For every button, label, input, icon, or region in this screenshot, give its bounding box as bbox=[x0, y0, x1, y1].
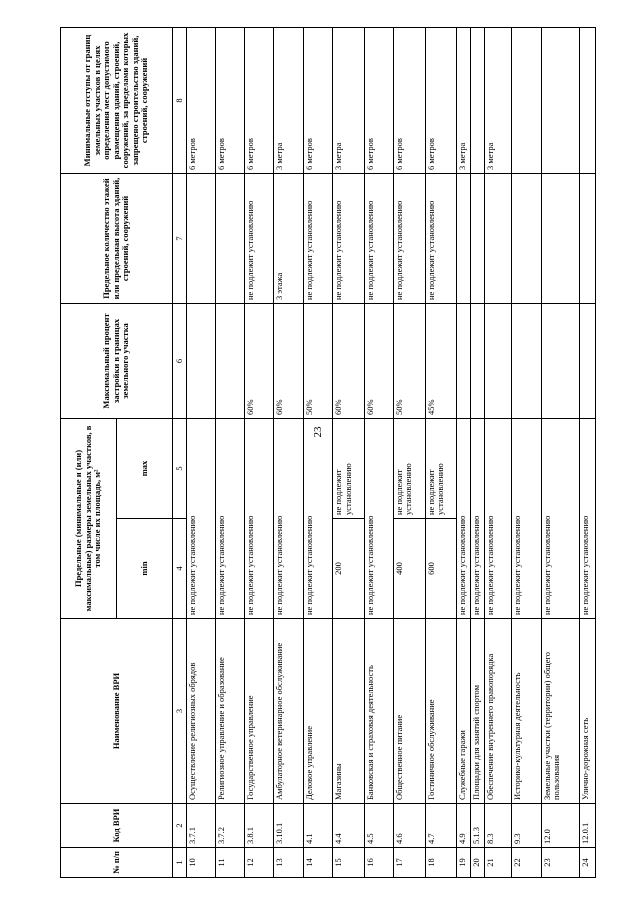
row-size-cell: не подлежит установлению bbox=[245, 419, 274, 619]
row-percent-cell bbox=[471, 304, 485, 419]
index-cell: 3 bbox=[173, 619, 187, 804]
row-name-cell: Амбулаторное ветеринарное обслуживание bbox=[274, 619, 303, 804]
row-code-cell: 3.7.2 bbox=[215, 804, 244, 848]
table-row bbox=[485, 28, 512, 878]
row-number-cell: 20 bbox=[471, 848, 485, 878]
row-number-cell: 18 bbox=[425, 848, 457, 878]
row-code-cell: 12.0.1 bbox=[580, 804, 596, 848]
row-name-cell: Деловое управление bbox=[303, 619, 332, 804]
header-max: max bbox=[117, 419, 173, 519]
row-name-cell: Площадки для занятий спортом bbox=[471, 619, 485, 804]
row-setback-cell: 6 метров bbox=[245, 28, 274, 174]
row-setback-cell: 6 метров bbox=[364, 28, 393, 174]
row-setback-cell bbox=[471, 28, 485, 174]
header-sizes: Предельные (минимальные и (или) максимальные) размеры земельных участков, в том числе их площадь, м² bbox=[61, 419, 117, 619]
row-min-cell: 400 bbox=[393, 519, 425, 619]
row-floors-cell: не подлежит установлению bbox=[425, 174, 457, 304]
row-code-cell: 4.7 bbox=[425, 804, 457, 848]
row-floors-cell: не подлежит установлению bbox=[245, 174, 274, 304]
row-number-cell: 10 bbox=[186, 848, 215, 878]
row-max-cell: не подлежит установлению bbox=[333, 419, 365, 519]
row-name-cell: Общественное питание bbox=[393, 619, 425, 804]
row-number-cell: 15 bbox=[333, 848, 365, 878]
row-code-cell: 5.1.3 bbox=[471, 804, 485, 848]
row-percent-cell: 45% bbox=[425, 304, 457, 419]
row-name-cell: Государственное управление bbox=[245, 619, 274, 804]
table-row bbox=[580, 28, 596, 878]
table-row bbox=[245, 28, 274, 878]
row-number-cell: 12 bbox=[245, 848, 274, 878]
row-setback-cell: 3 метра bbox=[333, 28, 365, 174]
row-code-cell: 3.7.1 bbox=[186, 804, 215, 848]
row-setback-cell bbox=[512, 28, 541, 174]
row-name-cell: Религиозное управление и образование bbox=[215, 619, 244, 804]
row-floors-cell bbox=[457, 174, 471, 304]
row-name-cell: Земельные участки (территории) общего пользования bbox=[541, 619, 579, 804]
row-setback-cell: 6 метров bbox=[186, 28, 215, 174]
row-floors-cell bbox=[485, 174, 512, 304]
row-size-cell: не подлежит установлению bbox=[186, 419, 215, 619]
index-cell: 7 bbox=[173, 174, 187, 304]
row-min-cell: 600 bbox=[425, 519, 457, 619]
row-size-cell: не подлежит установлению bbox=[457, 419, 471, 619]
row-size-cell: не подлежит установлению bbox=[215, 419, 244, 619]
row-setback-cell: 3 метра bbox=[485, 28, 512, 174]
row-setback-cell: 6 метров bbox=[393, 28, 425, 174]
row-percent-cell bbox=[457, 304, 471, 419]
row-code-cell: 9.3 bbox=[512, 804, 541, 848]
row-percent-cell: 50% bbox=[303, 304, 332, 419]
row-code-cell: 4.6 bbox=[393, 804, 425, 848]
row-name-cell: Улично-дорожная сеть bbox=[580, 619, 596, 804]
header-code: Код ВРИ bbox=[61, 804, 173, 848]
index-cell: 5 bbox=[173, 419, 187, 519]
row-percent-cell bbox=[215, 304, 244, 419]
table-row bbox=[393, 28, 425, 878]
row-name-cell: Банковская и страховая деятельность bbox=[364, 619, 393, 804]
row-code-cell: 4.5 bbox=[364, 804, 393, 848]
row-percent-cell bbox=[541, 304, 579, 419]
row-floors-cell bbox=[471, 174, 485, 304]
row-floors-cell bbox=[186, 174, 215, 304]
table-row bbox=[274, 28, 303, 878]
zoning-parameters-table bbox=[60, 27, 596, 878]
row-min-cell: 200 bbox=[333, 519, 365, 619]
row-number-cell: 17 bbox=[393, 848, 425, 878]
index-cell: 4 bbox=[173, 519, 187, 619]
row-percent-cell: 60% bbox=[364, 304, 393, 419]
table-row bbox=[512, 28, 541, 878]
row-floors-cell: не подлежит установлению bbox=[393, 174, 425, 304]
row-setback-cell: 6 метров bbox=[303, 28, 332, 174]
table-row bbox=[541, 28, 579, 878]
row-number-cell: 11 bbox=[215, 848, 244, 878]
index-cell: 1 bbox=[173, 848, 187, 878]
header-setback: Минимальные отступы от границ земельных участков в целях определения мест допустимого размещения зданий, строений, сооружений, за пределами которых запрещено строительство зданий, строений, сооружений bbox=[61, 28, 173, 174]
row-percent-cell bbox=[512, 304, 541, 419]
index-cell: 8 bbox=[173, 28, 187, 174]
row-floors-cell: 3 этажа bbox=[274, 174, 303, 304]
row-setback-cell: 3 метра bbox=[457, 28, 471, 174]
table-row bbox=[303, 28, 332, 878]
index-cell: 2 bbox=[173, 804, 187, 848]
row-number-cell: 14 bbox=[303, 848, 332, 878]
row-name-cell: Магазины bbox=[333, 619, 365, 804]
row-size-cell: не подлежит установлению bbox=[364, 419, 393, 619]
row-floors-cell: не подлежит установлению bbox=[364, 174, 393, 304]
row-percent-cell bbox=[580, 304, 596, 419]
row-number-cell: 21 bbox=[485, 848, 512, 878]
row-percent-cell: 50% bbox=[393, 304, 425, 419]
row-setback-cell bbox=[580, 28, 596, 174]
row-name-cell: Служебные гаражи bbox=[457, 619, 471, 804]
table-row bbox=[425, 28, 457, 878]
row-floors-cell: не подлежит установлению bbox=[303, 174, 332, 304]
header-percent: Максимальный процент застройки в границах земельного участка bbox=[61, 304, 173, 419]
row-size-cell: не подлежит установлению bbox=[471, 419, 485, 619]
row-number-cell: 13 bbox=[274, 848, 303, 878]
header-number: № п/п bbox=[61, 848, 173, 878]
row-number-cell: 24 bbox=[580, 848, 596, 878]
row-code-cell: 4.9 bbox=[457, 804, 471, 848]
row-size-cell: не подлежит установлению bbox=[541, 419, 579, 619]
header-min: min bbox=[117, 519, 173, 619]
row-setback-cell: 3 метра bbox=[274, 28, 303, 174]
row-number-cell: 19 bbox=[457, 848, 471, 878]
row-percent-cell bbox=[186, 304, 215, 419]
row-code-cell: 4.1 bbox=[303, 804, 332, 848]
row-max-cell: не подлежит установлению bbox=[393, 419, 425, 519]
row-floors-cell: не подлежит установлению bbox=[333, 174, 365, 304]
row-name-cell: Гостиничное обслуживание bbox=[425, 619, 457, 804]
row-setback-cell bbox=[541, 28, 579, 174]
table-row bbox=[215, 28, 244, 878]
row-size-cell: не подлежит установлению bbox=[485, 419, 512, 619]
table-row bbox=[364, 28, 393, 878]
row-name-cell: Осуществление религиозных обрядов bbox=[186, 619, 215, 804]
row-floors-cell bbox=[541, 174, 579, 304]
row-percent-cell: 60% bbox=[245, 304, 274, 419]
row-size-cell: не подлежит установлению bbox=[274, 419, 303, 619]
row-floors-cell bbox=[512, 174, 541, 304]
row-setback-cell: 6 метров bbox=[215, 28, 244, 174]
row-floors-cell bbox=[580, 174, 596, 304]
row-code-cell: 3.10.1 bbox=[274, 804, 303, 848]
row-percent-cell: 60% bbox=[274, 304, 303, 419]
table-body bbox=[173, 28, 596, 878]
table-row bbox=[186, 28, 215, 878]
row-name-cell: Историко-культурная деятельность bbox=[512, 619, 541, 804]
row-floors-cell bbox=[215, 174, 244, 304]
header-floors: Предельное количество этажей или предельная высота зданий, строений, сооружений bbox=[61, 174, 173, 304]
row-size-cell: не подлежит установлению bbox=[303, 419, 332, 619]
table-row bbox=[471, 28, 485, 878]
row-number-cell: 23 bbox=[541, 848, 579, 878]
row-code-cell: 3.8.1 bbox=[245, 804, 274, 848]
row-code-cell: 12.0 bbox=[541, 804, 579, 848]
row-size-cell: не подлежит установлению bbox=[512, 419, 541, 619]
row-percent-cell: 60% bbox=[333, 304, 365, 419]
index-row bbox=[173, 28, 187, 878]
page-number: 23 bbox=[312, 426, 324, 438]
table-row bbox=[457, 28, 471, 878]
rotated-table-container bbox=[60, 28, 596, 878]
row-max-cell: не подлежит установлению bbox=[425, 419, 457, 519]
row-number-cell: 22 bbox=[512, 848, 541, 878]
row-setback-cell: 6 метров bbox=[425, 28, 457, 174]
row-size-cell: не подлежит установлению bbox=[580, 419, 596, 619]
row-number-cell: 16 bbox=[364, 848, 393, 878]
row-code-cell: 8.3 bbox=[485, 804, 512, 848]
header-name: Наименование ВРИ bbox=[61, 619, 173, 804]
row-code-cell: 4.4 bbox=[333, 804, 365, 848]
row-percent-cell bbox=[485, 304, 512, 419]
index-cell: 6 bbox=[173, 304, 187, 419]
table-row bbox=[333, 28, 365, 878]
row-name-cell: Обеспечение внутреннего правопорядка bbox=[485, 619, 512, 804]
